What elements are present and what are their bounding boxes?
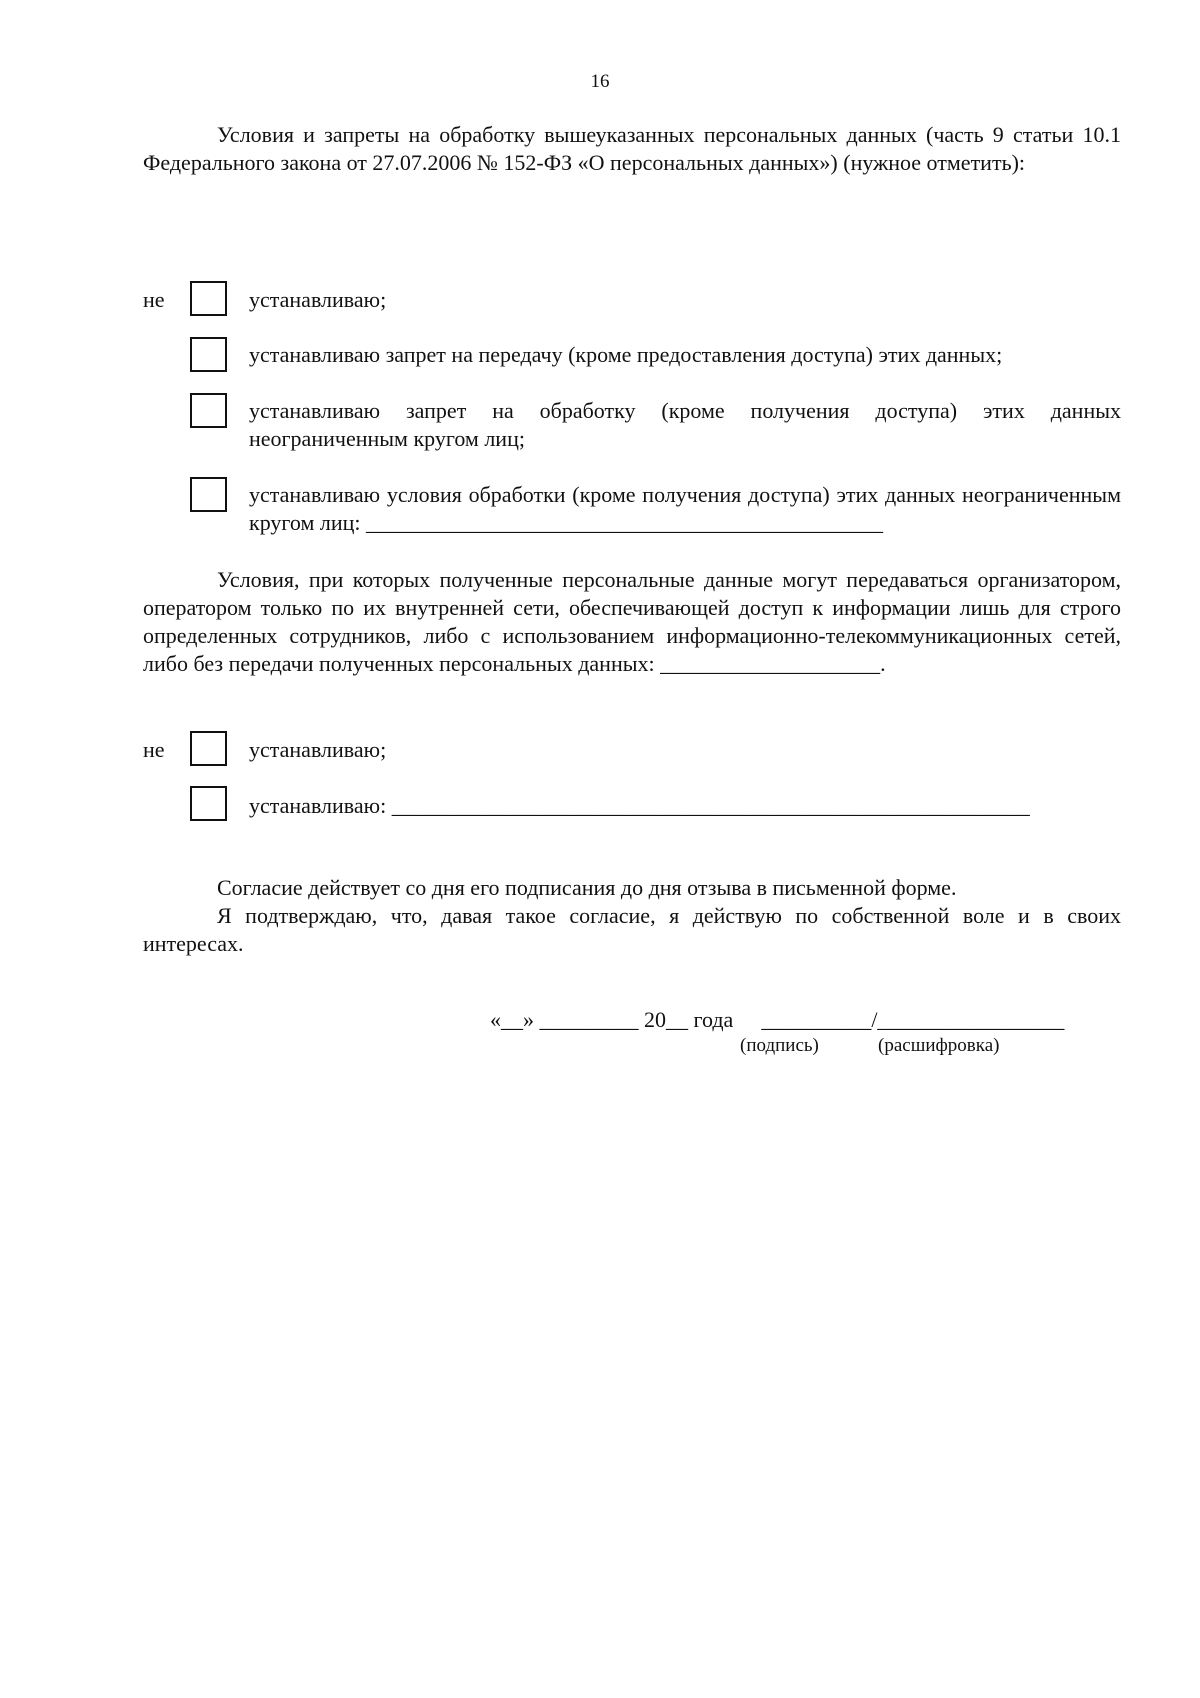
option-processing-ban: устанавливаю запрет на обработку (кроме получения доступа) этих данных неограниченным кругом лиц; [249, 398, 1121, 451]
validity-text [143, 874, 1121, 902]
not-label-2: не [143, 737, 165, 762]
checkbox-transfer-ban[interactable] [190, 337, 227, 372]
signature-caption: (подпись) [740, 1035, 819, 1056]
date-line: «__» _________ 20__ года [490, 1007, 734, 1032]
decode-caption: (расшифровка) [878, 1035, 1000, 1056]
checkbox-not-set-2[interactable] [190, 731, 227, 766]
option-set-2: устанавливаю: __________________________________________________________ [249, 793, 1030, 818]
not-label: не [143, 287, 165, 312]
confirmation-text [143, 902, 1121, 958]
checkbox-not-set[interactable] [190, 281, 227, 316]
option-not-set: устанавливаю; [249, 287, 387, 312]
confirmation-text-body: Я подтверждаю, что, давая такое согласие, я действую по собственной воле и в своих интересах. [143, 903, 1121, 956]
conditions-intro [143, 121, 1121, 177]
signature-block [490, 1006, 1064, 1034]
checkbox-processing-ban[interactable] [190, 393, 227, 428]
validity-text-body: Согласие действует со дня его подписания до дня отзыва в письменной форме. [217, 875, 957, 900]
option-processing-conditions: устанавливаю условия обработки (кроме получения доступа) этих данных неограниченным кругом лиц: _______________________________________________ [249, 482, 1121, 535]
option-not-set-2: устанавливаю; [249, 737, 387, 762]
checkbox-processing-conditions[interactable] [190, 477, 227, 512]
transfer-conditions-text: Условия, при которых полученные персональные данные могут передаваться организатором, оператором только по их внутренней сети, обеспечивающей доступ к информации лишь для строго определенных сотрудников, либо с использованием информационно-телекоммуникационных сетей, либо без передачи полученных персональных данных: ____________________. [143, 567, 1121, 676]
checkbox-set-2[interactable] [190, 786, 227, 821]
option-transfer-ban: устанавливаю запрет на передачу (кроме предоставления доступа) этих данных; [249, 342, 1003, 367]
conditions-intro-text: Условия и запреты на обработку вышеуказанных персональных данных (часть 9 статьи 10.1 Федерального закона от 27.07.2006 № 152-ФЗ «О персональных данных») (нужное отметить): [143, 122, 1121, 175]
transfer-conditions-intro [143, 566, 1121, 678]
signature-line: __________/_________________ [761, 1007, 1065, 1032]
page-number: 16 [590, 71, 610, 92]
